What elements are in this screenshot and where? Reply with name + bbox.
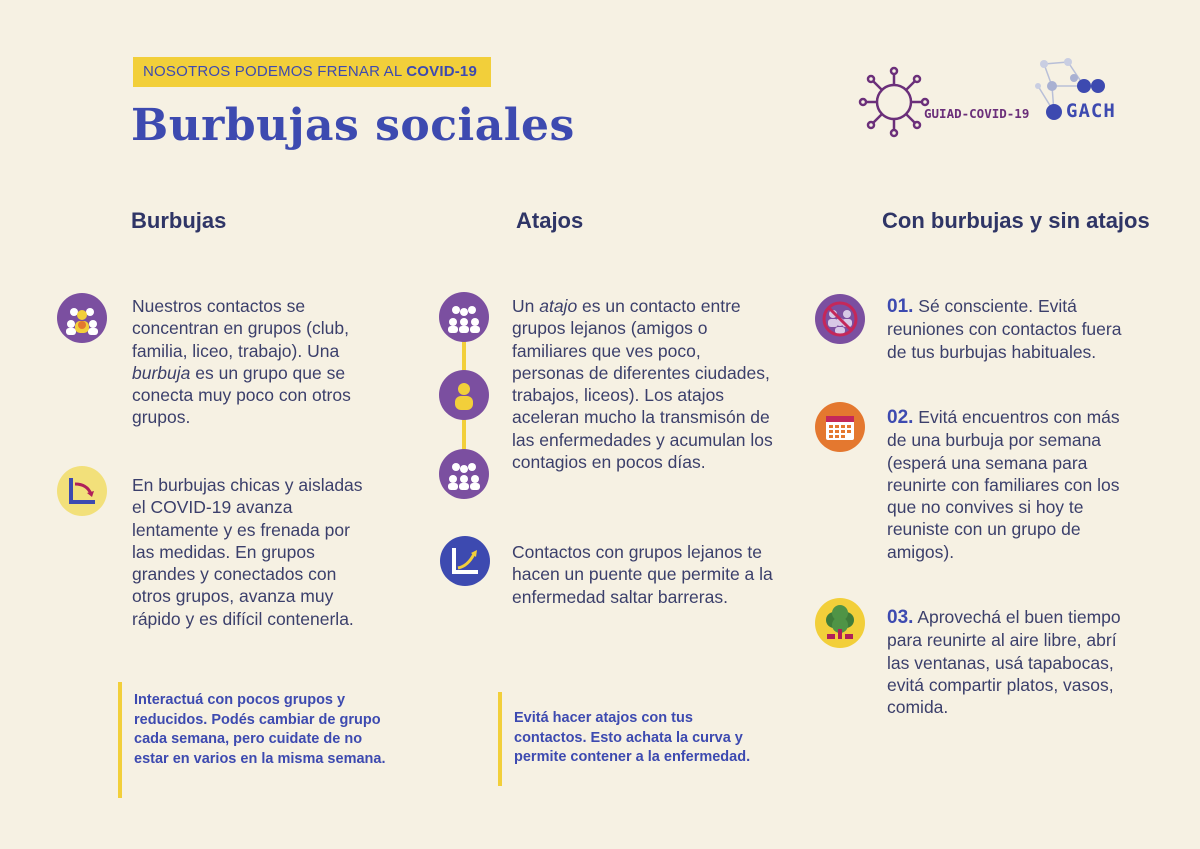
tip-item-1-number: 01. (887, 296, 914, 317)
atajos-tip-note: Evitá hacer atajos con tus contactos. Esto achata la curva y permite contener a la enfermedad. (498, 692, 768, 786)
atajos-paragraph-2: Contactos con grupos lejanos te hacen un puente que permite a la enfermedad saltar barreras. (512, 542, 773, 607)
tip-item-3-number: 03. (887, 607, 914, 628)
tip-item-2-text: Evitá encuentros con más de una burbuja por semana (esperá una semana para reunirte con familiares con los que no convives si hoy te reuniste con un grupo de amigos). (887, 407, 1120, 562)
tree-icon (815, 598, 865, 648)
guiad-logo (858, 66, 930, 143)
burbujas-paragraph-2: En burbujas chicas y aisladas el COVID-19 avanza lentamente y es frenada por las medidas. En grupos grandes y conectados con otros grupos, avanza muy rápido y es difícil contenerla. (132, 475, 363, 629)
burbujas-p1-emphasis: burbuja (132, 362, 191, 383)
tip-item-3-text: Aprovechá el buen tiempo para reunirte al aire libre, abrí las ventanas, usá tapabocas, evitá compartir platos, vasos, comida. (887, 607, 1121, 718)
burbujas-p1-text-b: es un grupo que se conecta muy poco con otros grupos. (132, 362, 351, 428)
tip-item-1 (887, 295, 1137, 363)
atajos-paragraph-1 (512, 295, 774, 473)
page-title: Burbujas sociales (131, 100, 575, 151)
burbujas-paragraph-1 (132, 295, 372, 429)
group-people-icon-bottom (439, 449, 489, 499)
atajos-p1-text-a: Un (512, 296, 540, 316)
tip-item-2-number: 02. (887, 407, 914, 428)
banner-highlight: COVID-19 (406, 63, 478, 80)
no-gathering-icon (815, 294, 865, 344)
burbujas-tip-note: Interactuá con pocos grupos y reducidos. Podés cambiar de grupo cada semana, pero cuidate de no estar en varios en la misma semana. (118, 682, 398, 798)
atajos-p1-text-b: es un contacto entre grupos lejanos (amigos o familiares que ves poco, personas de diferentes ciudades, trabajos, liceos). Los atajos aceleran mucho la transmisón de las enfermedades y acumulan los contagios en pocos días. (512, 296, 773, 473)
banner-prefix: NOSOTROS PODEMOS FRENAR AL (143, 63, 407, 80)
tip-item-3 (887, 606, 1137, 718)
top-banner (133, 57, 491, 87)
burbujas-p1-text-a: Nuestros contactos se concentran en grupos (club, familia, liceo, trabajo). Una (132, 296, 349, 361)
heading-sin-atajos: Con burbujas y sin atajos (882, 208, 1150, 233)
tip-item-2 (887, 406, 1137, 563)
gach-logo-text: GACH (1066, 100, 1116, 122)
slow-curve-chart-icon (57, 466, 107, 516)
virus-icon (858, 66, 930, 138)
atajos-p1-emphasis: atajo (539, 296, 578, 316)
group-people-icon (57, 293, 107, 343)
fast-curve-chart-icon (440, 536, 490, 586)
calendar-icon (815, 402, 865, 452)
guiad-logo-text: GUIAD-COVID-19 (924, 106, 1030, 121)
single-person-icon (439, 370, 489, 420)
heading-burbujas: Burbujas (131, 208, 227, 233)
heading-atajos: Atajos (516, 208, 584, 233)
tip-item-1-text: Sé consciente. Evitá reuniones con contactos fuera de tus burbujas habituales. (887, 296, 1122, 362)
group-people-icon-top (439, 292, 489, 342)
